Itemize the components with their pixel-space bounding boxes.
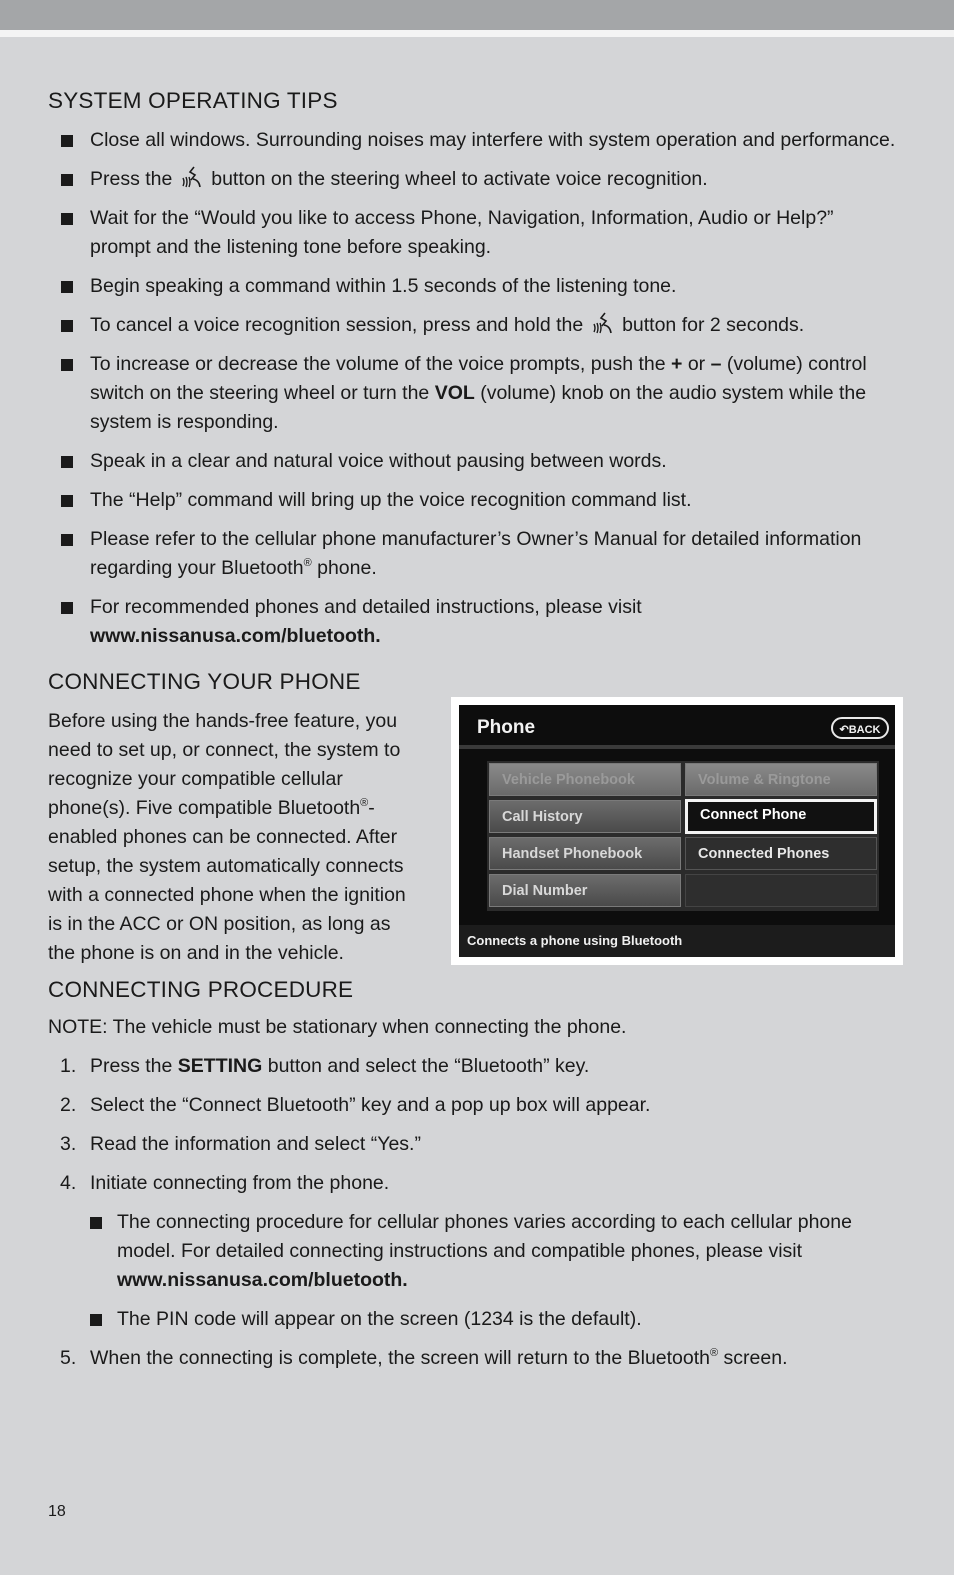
square-bullet-icon: [61, 602, 73, 614]
bluetooth-link[interactable]: www.nissanusa.com/bluetooth.: [90, 625, 381, 647]
list-item: 4. Initiate connecting from the phone. The connecting procedure for cellular phones varies according to each cellular phone model. For detailed connecting instructions and compatible phones, please visit www.nissanusa.com/bluetooth. The PIN code will appear on the screen (1234 is the default).: [48, 1169, 898, 1334]
tips-list: [48, 126, 898, 651]
square-bullet-icon: [90, 1314, 102, 1326]
back-button[interactable]: ↶BACK: [831, 717, 889, 739]
square-bullet-icon: [61, 213, 73, 225]
list-item: To increase or decrease the volume of the voice prompts, push the + or – (volume) control switch on the steering wheel or turn the VOL (volume) knob on the audio system while the system is responding.: [48, 350, 898, 437]
square-bullet-icon: [61, 456, 73, 468]
square-bullet-icon: [61, 320, 73, 332]
connect-phone-button[interactable]: Connect Phone: [685, 799, 877, 834]
connecting-phone-paragraph: Before using the hands-free feature, you need to set up, or connect, the system to recognize your compatible cellular phone(s). Five compatible Bluetooth®-enabled phones can be connected. After setup, the system automatically connects with a connected phone when the ignition is in the ACC or ON position, as long as the phone is on and in the vehicle.: [48, 710, 406, 964]
phone-screen: [459, 705, 895, 957]
square-bullet-icon: [90, 1217, 102, 1229]
step4-sublist: [90, 1208, 898, 1334]
screen-divider: [459, 745, 895, 749]
square-bullet-icon: [61, 534, 73, 546]
list-item: 2. Select the “Connect Bluetooth” key and a pop up box will appear.: [60, 1094, 651, 1116]
tips-heading: SYSTEM OPERATING TIPS: [48, 88, 338, 113]
list-item: Begin speaking a command within 1.5 seconds of the listening tone.: [48, 272, 898, 301]
phone-screen-image: [451, 697, 903, 965]
list-item: 3. Read the information and select “Yes.”: [60, 1133, 421, 1155]
page-number: 18: [48, 1503, 66, 1520]
menu-panel: [487, 761, 879, 911]
volume-ringtone-button[interactable]: Volume & Ringtone: [685, 763, 877, 796]
square-bullet-icon: [61, 359, 73, 371]
voice-recognition-icon: [180, 165, 204, 189]
procedure-note: NOTE: The vehicle must be stationary when connecting the phone.: [48, 1016, 627, 1038]
list-item: To cancel a voice recognition session, press and hold the button for 2 seconds.: [48, 311, 898, 340]
list-item: The connecting procedure for cellular phones varies according to each cellular phone model. For detailed connecting instructions and compatible phones, please visit www.nissanusa.com/bluetooth.: [90, 1208, 898, 1295]
list-item: Speak in a clear and natural voice without pausing between words.: [48, 447, 898, 476]
vehicle-phonebook-button[interactable]: Vehicle Phonebook: [489, 763, 681, 796]
connected-phones-button[interactable]: Connected Phones: [685, 837, 877, 870]
procedure-steps: [48, 1052, 898, 1373]
list-item: The PIN code will appear on the screen (1234 is the default).: [90, 1305, 898, 1334]
list-item: 1. Press the SETTING button and select the “Bluetooth” key.: [60, 1055, 590, 1077]
screen-status-bar: Connects a phone using Bluetooth: [459, 925, 895, 957]
top-header-rule: [0, 30, 954, 37]
voice-recognition-icon: [591, 311, 615, 335]
list-item: 5. When the connecting is complete, the screen will return to the Bluetooth® screen.: [60, 1347, 788, 1369]
call-history-button[interactable]: Call History: [489, 800, 681, 833]
square-bullet-icon: [61, 281, 73, 293]
list-item: Press the button on the steering wheel to activate voice recognition.: [48, 165, 898, 194]
page-content: [48, 88, 898, 1383]
connecting-phone-heading: CONNECTING YOUR PHONE: [48, 669, 361, 694]
procedure-heading: CONNECTING PROCEDURE: [48, 977, 354, 1002]
list-item: The “Help” command will bring up the voice recognition command list.: [48, 486, 898, 515]
square-bullet-icon: [61, 495, 73, 507]
list-item: For recommended phones and detailed instructions, please visit www.nissanusa.com/bluetooth.: [48, 593, 898, 651]
empty-slot: [685, 874, 877, 907]
top-header-bar: [0, 0, 954, 30]
list-item: Please refer to the cellular phone manufacturer’s Owner’s Manual for detailed information regarding your Bluetooth® phone.: [48, 525, 898, 583]
dial-number-button[interactable]: Dial Number: [489, 874, 681, 907]
handset-phonebook-button[interactable]: Handset Phonebook: [489, 837, 681, 870]
list-item: Close all windows. Surrounding noises may interfere with system operation and performance.: [48, 126, 898, 155]
bluetooth-link[interactable]: www.nissanusa.com/bluetooth.: [117, 1269, 408, 1291]
square-bullet-icon: [61, 135, 73, 147]
back-arrow-icon: ↶: [839, 724, 849, 736]
square-bullet-icon: [61, 174, 73, 186]
screen-title: Phone: [477, 717, 536, 738]
connecting-phone-section: [48, 707, 898, 977]
list-item: Wait for the “Would you like to access Phone, Navigation, Information, Audio or Help?” prompt and the listening tone before speaking.: [48, 204, 898, 262]
